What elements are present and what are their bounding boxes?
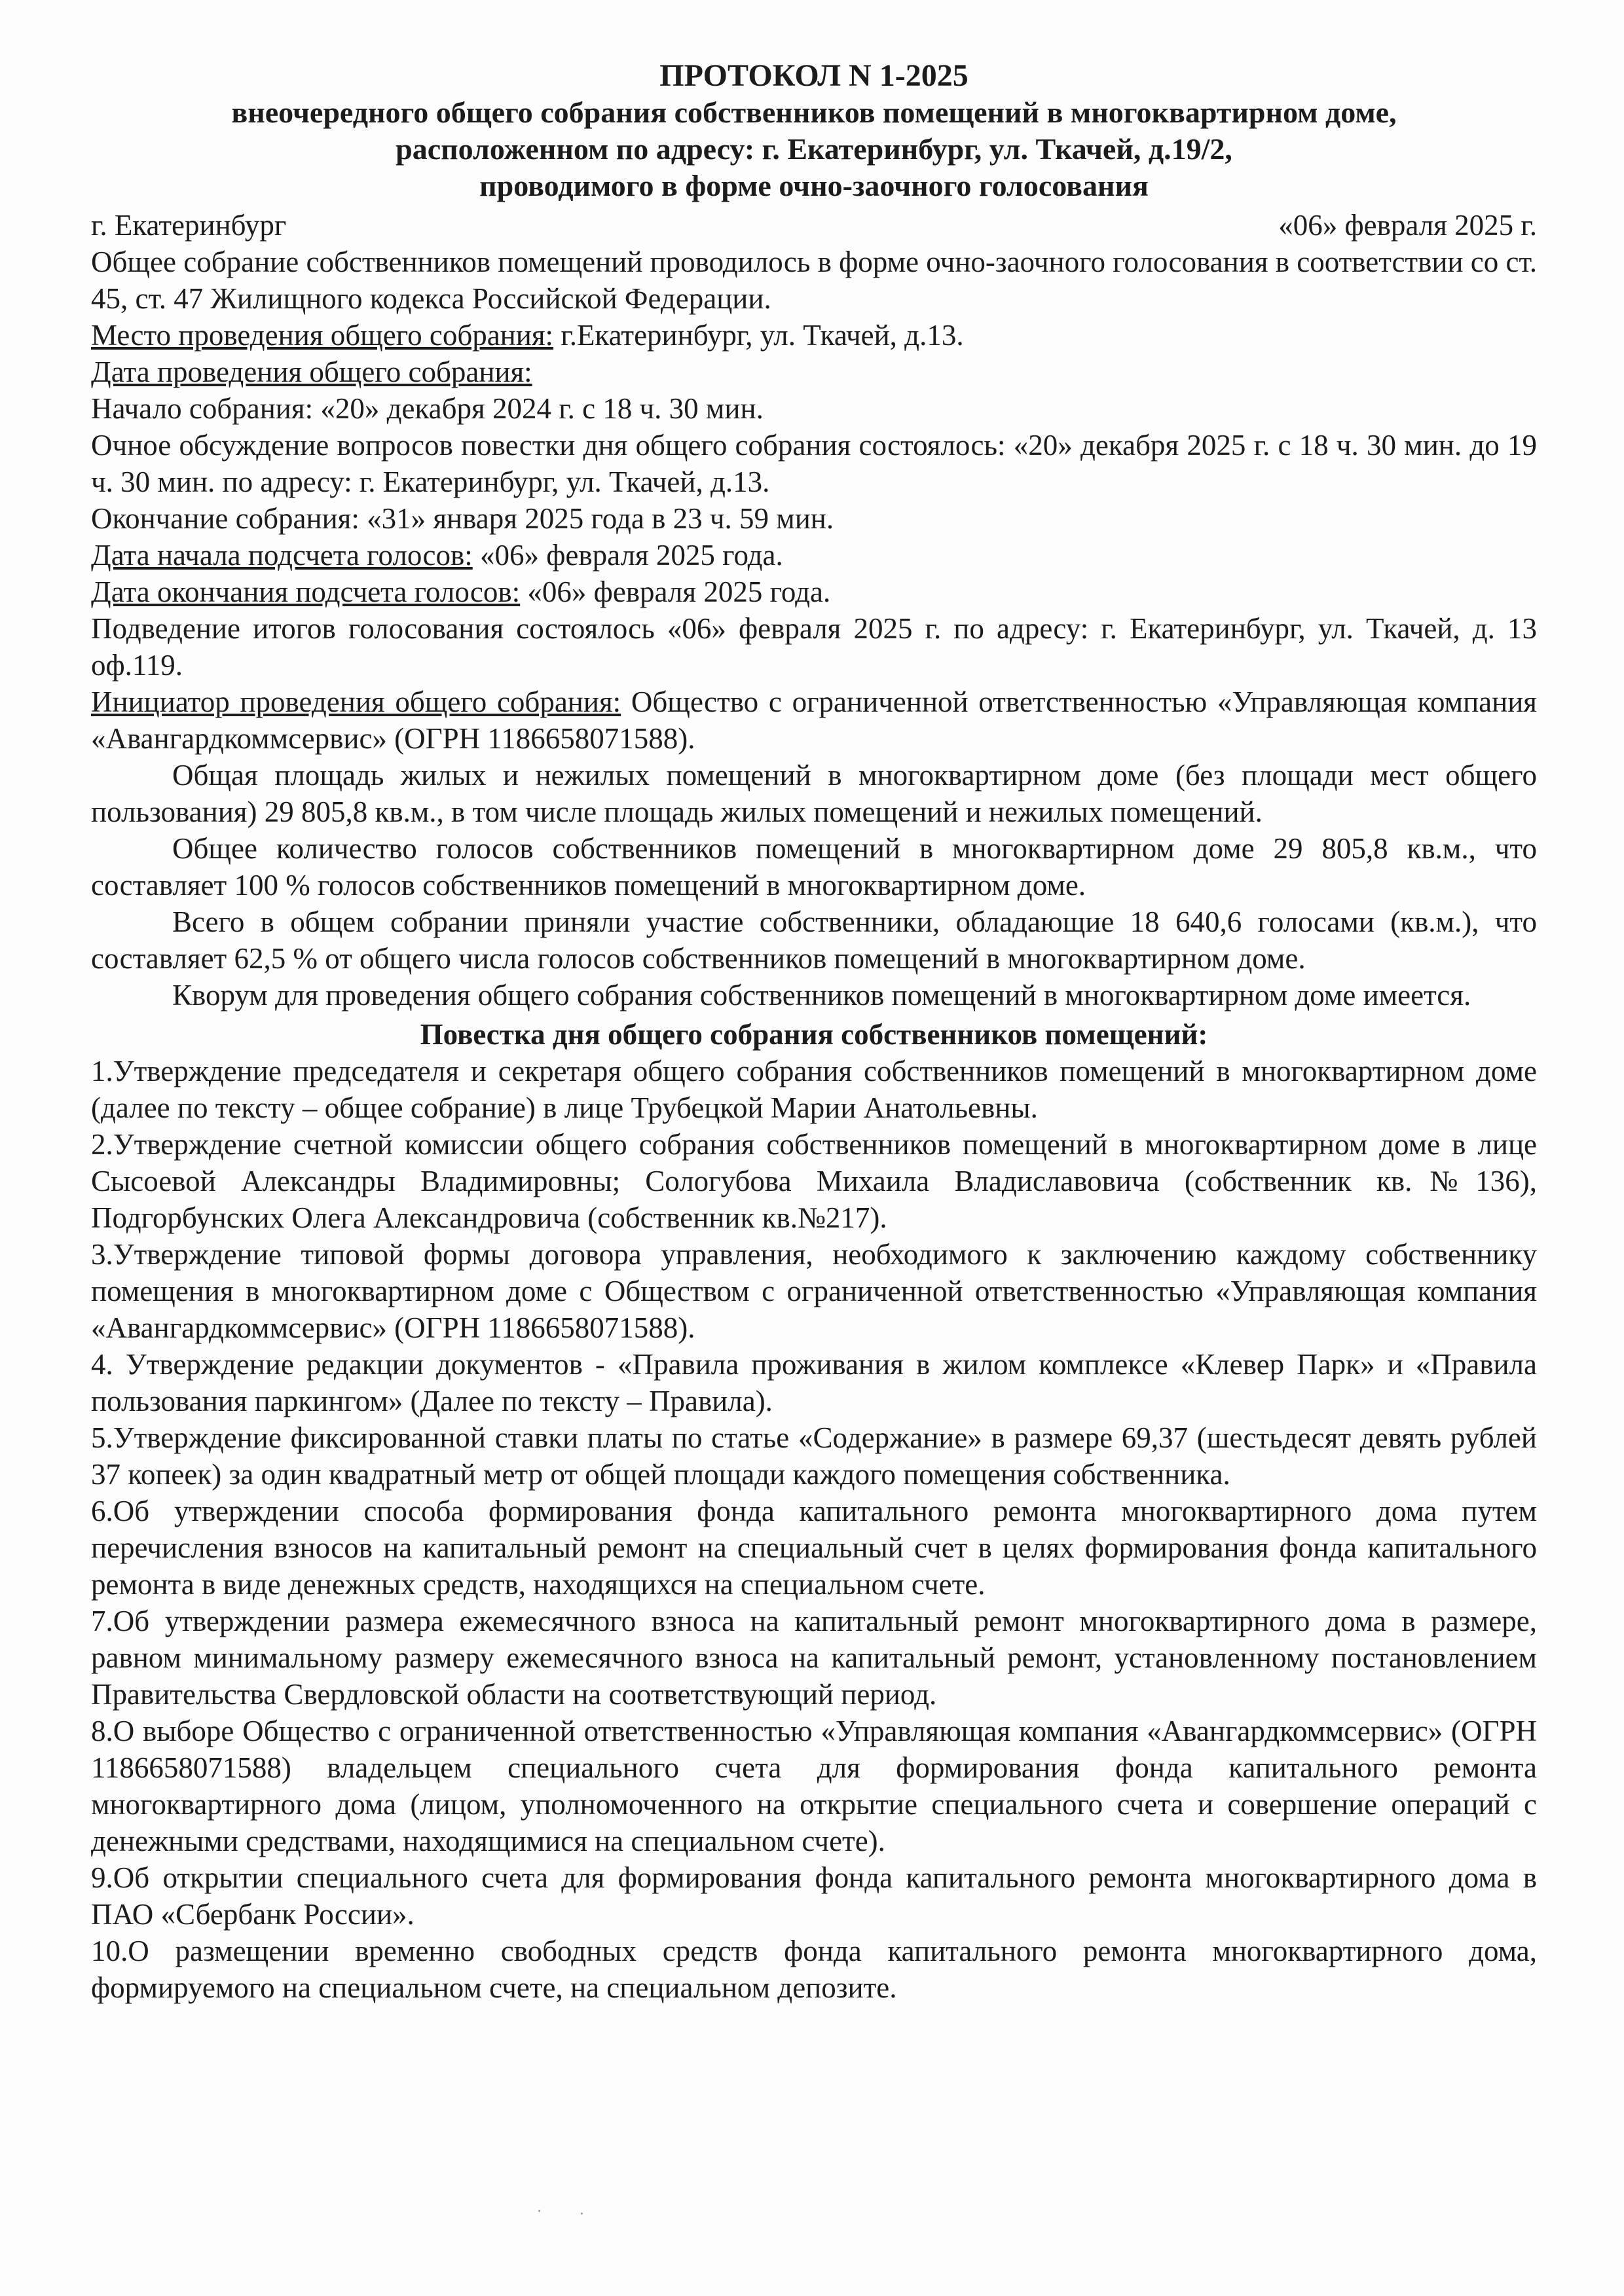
quorum-paragraph: Кворум для проведения общего собрания собственников помещений в многоквартирном доме имеется. [172, 979, 1471, 1011]
participation-paragraph: Всего в общем собрании приняли участие собственники, обладающие 18 640,6 голосами (кв.м.), что составляет 62,5 % от общего числа голосов собственников помещений в многоквартирном доме. [91, 905, 1537, 975]
agenda-item-5: 5.Утверждение фиксированной ставки платы по статье «Содержание» в размере 69,37 (шестьдесят девять рублей 37 копеек) за один квадратный метр от общей площади каждого помещения собственника. [91, 1421, 1537, 1491]
agenda-item-9: 9.Об открытии специального счета для формирования фонда капитального ремонта многоквартирного дома в ПАО «Сбербанк России». [91, 1861, 1537, 1931]
total-votes-paragraph: Общее количество голосов собственников помещений в многоквартирном доме 29 805,8 кв.м., что составляет 100 % голосов собственников помещений в многоквартирном доме. [91, 832, 1537, 902]
city-text: г. Екатеринбург [91, 209, 287, 242]
count-start-line [91, 537, 1537, 574]
initiator-label: Инициатор проведения общего собрания: [91, 685, 621, 718]
count-start-label: Дата начала подсчета голосов: [91, 539, 473, 572]
total-area-paragraph: Общая площадь жилых и нежилых помещений в многоквартирном доме (без площади мест общего пользования) 29 805,8 кв.м., в том числе площадь жилых помещений и нежилых помещений. [91, 759, 1537, 828]
protocol-date: «06» февраля 2025 г. [1278, 209, 1537, 242]
meeting-form-paragraph: Общее собрание собственников помещений проводилось в форме очно-заочного голосования в соответствии со ст. 45, ст. 47 Жилищного кодекса Российской Федерации. [91, 246, 1537, 315]
agenda-item-2: 2.Утверждение счетной комиссии общего собрания собственников помещений в многоквартирном доме в лице Сысоевой Александры Владимировны; Сологубова Михаила Владиславовича (собственник кв.№136), Подгорбунских Олега Александровича (собственник кв.№217). [91, 1128, 1537, 1234]
meeting-dates-label: Дата проведения общего собрания: [91, 355, 532, 388]
meeting-dates-label-line [91, 354, 1537, 390]
initiator-value: Общество с ограниченной ответственностью «Управляющая компания «Авангардкоммсервис» (ОГРН 1186658071588). [91, 685, 1537, 755]
place-date-row [91, 207, 1537, 244]
scan-speck: · [537, 2204, 542, 2220]
count-start-value: «06» февраля 2025 года. [472, 539, 783, 572]
count-end-value: «06» февраля 2025 года. [520, 575, 831, 608]
discussion-paragraph: Очное обсуждение вопросов повестки дня общего собрания состоялось: «20» декабря 2025 г. с 18 ч. 30 мин. до 19 ч. 30 мин. по адресу: г. Екатеринбург, ул. Ткачей, д.13. [91, 429, 1537, 498]
agenda-item-6: 6.Об утверждении способа формирования фонда капитального ремонта многоквартирного дома путем перечисления взносов на капитальный ремонт на специальный счет в целях формирования фонда капитального ремонта в виде денежных средств, находящихся на специальном счете. [91, 1495, 1537, 1601]
agenda-item-10: 10.О размещении временно свободных средств фонда капитального ремонта многоквартирного дома, формируемого на специальном счете, на специальном депозите. [91, 1935, 1537, 2004]
venue-label: Место проведения общего собрания: [91, 319, 554, 352]
results-paragraph: Подведение итогов голосования состоялось «06» февраля 2025 г. по адресу: г. Екатеринбург, ул. Ткачей, д. 13 оф.119. [91, 612, 1537, 682]
agenda-item-8: 8.О выборе Общество с ограниченной ответственностью «Управляющая компания «Авангардкоммсервис» (ОГРН 1186658071588) владельцем специального счета для формирования фонда капитального ремонта многоквартирного дома (лицом, уполномоченного на открытие специального счета и совершение операций с денежными средствами, находящимися на специальном счете). [91, 1715, 1537, 1857]
protocol-subtitle-line-1: внеочередного общего собрания собственников помещений в многоквартирном доме, [231, 96, 1397, 129]
agenda-item-3: 3.Утверждение типовой формы договора управления, необходимого к заключению каждому собственнику помещения в многоквартирном доме с Обществом с ограниченной ответственностью «Управляющая компания «Авангардкоммсервис» (ОГРН 1186658071588). [91, 1238, 1537, 1344]
agenda-item-1: 1.Утверждение председателя и секретаря общего собрания собственников помещений в многоквартирном доме (далее по тексту – общее собрание) в лице Трубецкой Марии Анатольевны. [91, 1055, 1537, 1124]
document-body [91, 58, 1537, 2006]
agenda-item-7: 7.Об утверждении размера ежемесячного взноса на капитальный ремонт многоквартирного дома в размере, равном минимальному размеру ежемесячного взноса на капитальный ремонт, установленному постановлением Правительства Свердловской области на соответствующий период. [91, 1605, 1537, 1711]
agenda-item-4: 4. Утверждение редакции документов - «Правила проживания в жилом комплексе «Клевер Парк» и «Правила пользования паркингом» (Далее по тексту – Правила). [91, 1348, 1537, 1417]
initiator-paragraph [91, 683, 1537, 757]
count-end-line [91, 574, 1537, 610]
protocol-subtitle-line-3: проводимого в форме очно-заочного голосования [479, 169, 1149, 202]
protocol-subtitle-line-2: расположенном по адресу: г. Екатеринбург, ул. Ткачей, д.19/2, [396, 132, 1232, 166]
venue-line [91, 317, 1537, 354]
scan-speck: · [580, 2206, 584, 2223]
count-end-label: Дата окончания подсчета голосов: [91, 575, 521, 608]
protocol-title: ПРОТОКОЛ N 1-2025 [659, 58, 969, 93]
agenda-title: Повестка дня общего собрания собственников помещений: [420, 1018, 1208, 1051]
meeting-end-line: Окончание собрания: «31» января 2025 года в 23 ч. 59 мин. [91, 502, 834, 535]
meeting-start-line: Начало собрания: «20» декабря 2024 г. с 18 ч. 30 мин. [91, 392, 764, 425]
venue-value: г.Екатеринбург, ул. Ткачей, д.13. [553, 319, 964, 352]
